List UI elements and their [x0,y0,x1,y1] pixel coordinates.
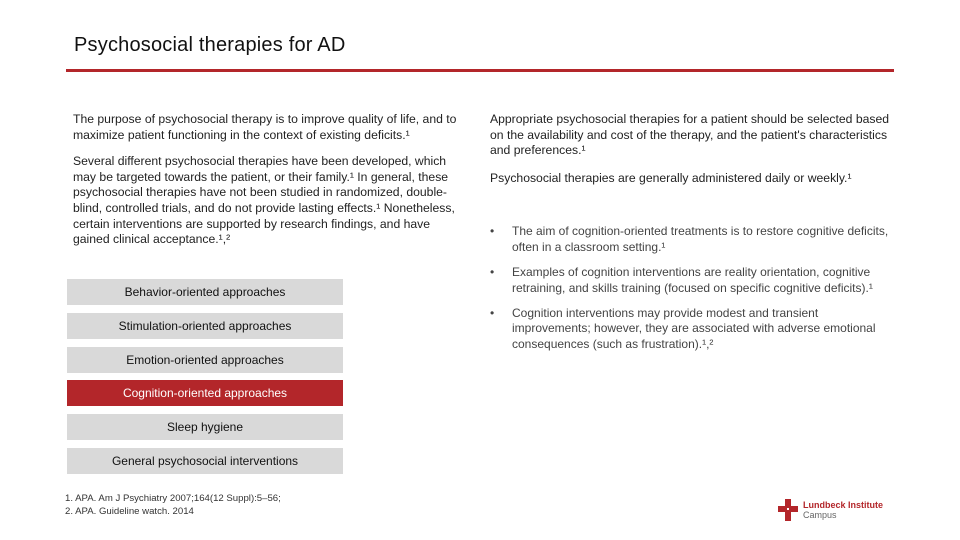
references [65,492,281,518]
lundbeck-logo [778,498,898,522]
cognition-bullets [490,224,890,352]
logo-title: Lundbeck Institute [803,500,884,510]
approach-stimulation[interactable]: Stimulation-oriented approaches [67,313,343,339]
logo-subtitle: Campus [803,510,837,520]
approach-behavior[interactable]: Behavior-oriented approaches [67,279,343,305]
approach-list [67,279,343,482]
reference-item: 2. APA. Guideline watch. 2014 [65,506,194,517]
bullet-item [490,265,890,296]
bullet-item [490,306,890,352]
approach-cognition[interactable]: Cognition-oriented approaches [67,380,343,406]
bullet-text: The aim of cognition-oriented treatments is to restore cognitive deficits, often in a classroom setting.¹ [512,224,889,254]
bullet-marker: • [490,265,495,280]
title-divider [66,69,894,72]
right-column [490,112,890,362]
bullet-text: Examples of cognition interventions are reality orientation, cognitive retraining, and skills training (focused on specific cognitive deficits).¹ [512,265,873,295]
approach-general[interactable]: General psychosocial interventions [67,448,343,474]
selection-paragraph: Appropriate psychosocial therapies for a patient should be selected based on the availability and cost of the therapy, and the patient's characteristics and preferences.¹ [490,112,890,158]
left-column [73,112,459,259]
lundbeck-cross-icon [778,499,798,521]
approach-emotion[interactable]: Emotion-oriented approaches [67,347,343,373]
bullet-item [490,224,890,255]
approach-sleep-hygiene[interactable]: Sleep hygiene [67,414,343,440]
frequency-paragraph: Psychosocial therapies are generally administered daily or weekly.¹ [490,170,852,185]
slide-title: Psychosocial therapies for AD [74,34,346,56]
bullet-marker: • [490,224,495,239]
purpose-paragraph: The purpose of psychosocial therapy is to improve quality of life, and to maximize patient functioning in the context of existing deficits.¹ [73,112,457,142]
bullet-text: Cognition interventions may provide modest and transient improvements; however, they are associated with adverse emotional consequences (such as frustration).¹,² [512,306,876,351]
therapies-paragraph: Several different psychosocial therapies have been developed, which may be targeted towards the patient, or their family.¹ In general, these psychosocial therapies have not been studied in randomized, double-blind, controlled trials, and do not provide lasting effects.¹ Nonetheless, certain interventions are supported by research findings, and have gained clinical acceptance.¹,² [73,154,455,247]
reference-item: 1. APA. Am J Psychiatry 2007;164(12 Suppl):5–56; [65,493,281,504]
bullet-marker: • [490,306,495,320]
